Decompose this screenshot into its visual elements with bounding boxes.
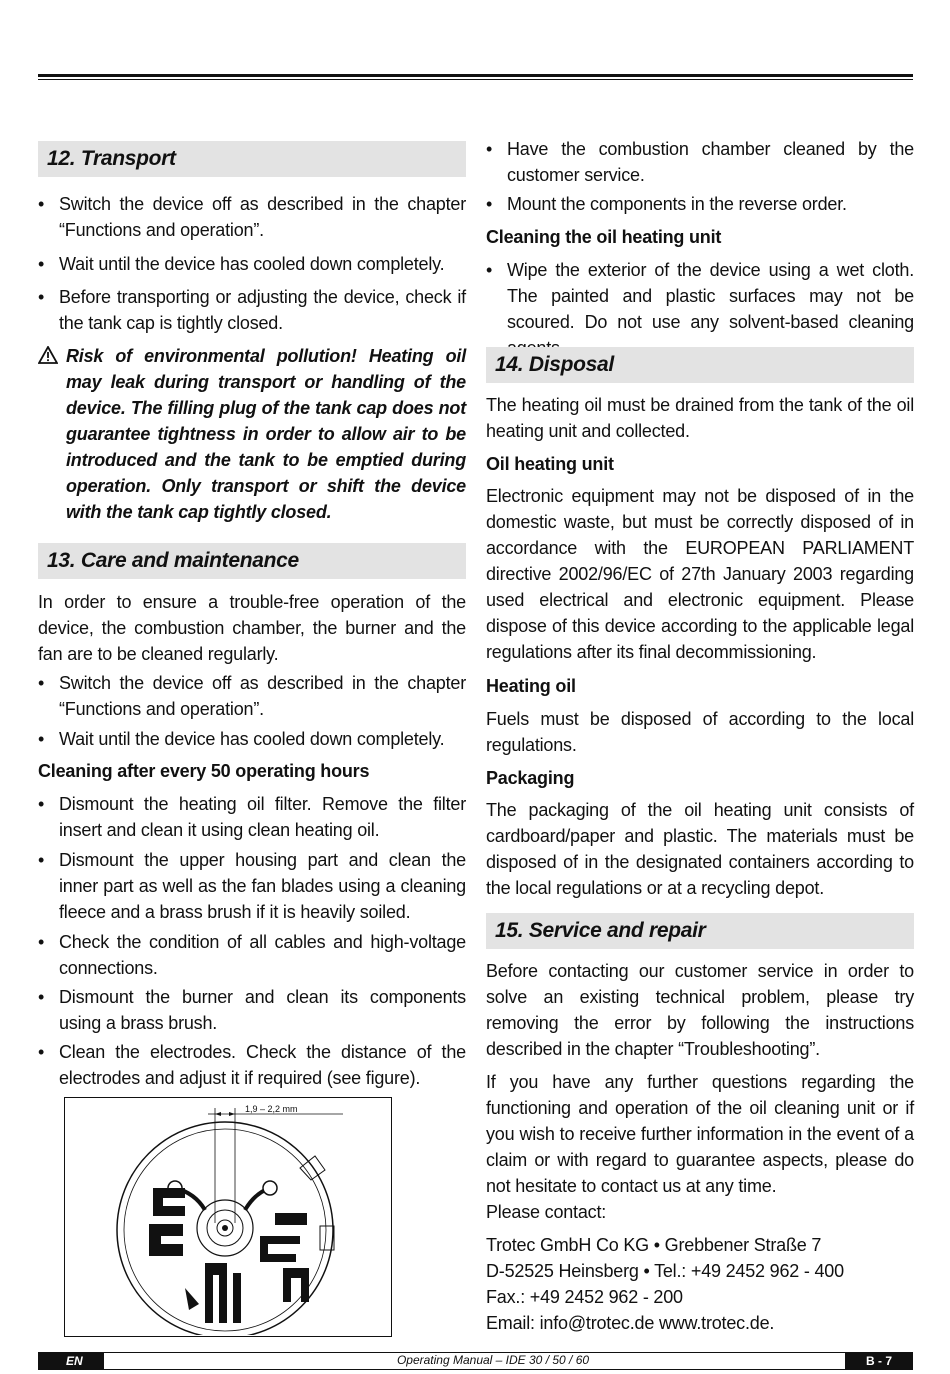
service-contact-label: Please contact: <box>486 1202 607 1222</box>
list-item-text: Mount the components in the reverse order. <box>507 194 847 214</box>
list-item <box>38 251 466 277</box>
service-text-1: Before contacting our customer service in order to solve an existing technical problem, please try removing the error by following the instructions described in the chapter “Troubleshooting”. <box>486 961 914 1059</box>
list-item <box>38 726 466 752</box>
list-item-text: Clean the electrodes. Check the distance of the electrodes and adjust it if required (see figure). <box>59 1042 466 1088</box>
list-item-text: Wipe the exterior of the device using a wet cloth. The painted and plastic surfaces may not be scoured. Do not use any solvent-based cleaning <box>507 260 914 332</box>
list-item-text: Dismount the heating oil filter. Remove the filter insert and clean it using clean heating oil. <box>59 794 466 840</box>
disposal-intro: The heating oil must be drained from the tank of the oil heating unit and collected. <box>486 395 914 441</box>
footer-title: Operating Manual – IDE 30 / 50 / 60 <box>104 1352 882 1370</box>
list-item <box>38 1039 466 1091</box>
list-item <box>486 136 914 188</box>
subheading-cleaning-unit: Cleaning the oil heating unit <box>486 227 722 247</box>
list-item <box>38 847 466 925</box>
list-item-text: Dismount the burner and clean its components using a brass brush. <box>59 987 466 1033</box>
list-item-text: Wait until the device has cooled down completely. <box>59 254 445 274</box>
list-item-text: Check the condition of all cables and high-voltage connections. <box>59 932 466 978</box>
list-item <box>38 984 466 1036</box>
address-line: Email: info@trotec.de www.trotec.de. <box>486 1313 775 1333</box>
bullet-icon: • <box>38 673 45 693</box>
list-item-text: Switch the device off as described in the chapter “Functions and operation”. <box>59 673 466 719</box>
warning-text: Risk of environmental pollution! Heating oil may leak during transport or handling of the device. The filling plug of the tank cap does not guarantee tightness in order to allow air to be introduced and the tank to be emptied during operation. Only transport or shift the device with the tank cap tightly closed. <box>66 346 466 522</box>
list-item <box>38 191 466 243</box>
electrode-figure <box>64 1097 392 1337</box>
footer-page-number: B - 7 <box>845 1352 913 1370</box>
section-heading-transport: 12. Transport <box>38 141 466 177</box>
bullet-icon: • <box>38 1042 45 1062</box>
disposal-oil-text: Fuels must be disposed of according to the local regulations. <box>486 709 914 755</box>
list-item-text: Wait until the device has cooled down completely. <box>59 729 445 749</box>
address-line: Fax.: +49 2452 962 - 200 <box>486 1287 683 1307</box>
disposal-pack-text: The packaging of the oil heating unit consists of cardboard/paper and plastic. The materials must be disposed of in the designated containers according to the local regulations or at a recycling depot. <box>486 800 914 898</box>
page-footer <box>38 1352 913 1370</box>
address-line: Trotec GmbH Co KG • Grebbener Straße 7 <box>486 1235 822 1255</box>
list-item <box>38 670 466 722</box>
address-line: D-52525 Heinsberg • Tel.: +49 2452 962 - 400 <box>486 1261 844 1281</box>
list-item-text: Before transporting or adjusting the device, check if the tank cap is tightly closed. <box>59 287 466 333</box>
section-heading-care: 13. Care and maintenance <box>38 543 466 579</box>
list-item <box>486 191 914 217</box>
bullet-icon: • <box>38 729 45 749</box>
section-heading-service: 15. Service and repair <box>486 913 914 949</box>
section-heading-disposal: 14. Disposal <box>486 347 914 383</box>
list-item <box>486 257 914 361</box>
footer-language: EN <box>38 1352 104 1370</box>
list-item <box>38 284 466 336</box>
bullet-icon: • <box>38 932 45 952</box>
subheading-heating-oil: Heating oil <box>486 676 576 696</box>
bullet-icon: • <box>38 850 45 870</box>
subheading-packaging: Packaging <box>486 768 575 788</box>
burner-electrode-drawing <box>65 1098 390 1335</box>
top-rule-thin <box>38 79 913 80</box>
list-item-text: Dismount the upper housing part and clean the inner part as well as the fan blades using a cleaning fleece and a brass brush if it is heavily soiled. <box>59 850 466 922</box>
list-item <box>38 929 466 981</box>
bullet-icon: • <box>486 194 493 214</box>
list-item <box>38 791 466 843</box>
bullet-icon: • <box>38 194 45 214</box>
bullet-icon: • <box>486 139 493 159</box>
list-item-text: Switch the device off as described in the chapter “Functions and operation”. <box>59 194 466 240</box>
bullet-icon: • <box>38 254 45 274</box>
warning-triangle-icon <box>38 345 58 371</box>
disposal-unit-text: Electronic equipment may not be disposed of in the domestic waste, but must be correctly disposed of in accordance with the EUROPEAN PARLIAMENT directive 2002/96/EC of 27th January 2003 regarding used electrical and electronic equipment. Please dispose of this device according to the applicable legal regulations after its final decommissioning. <box>486 486 914 662</box>
warning-note <box>38 343 466 525</box>
bullet-icon: • <box>486 260 493 280</box>
bullet-icon: • <box>38 794 45 814</box>
subheading-oil-heating-unit: Oil heating unit <box>486 454 614 474</box>
subheading-cleaning: Cleaning after every 50 operating hours <box>38 761 370 781</box>
top-rule-thick <box>38 74 913 77</box>
gap-dimension-label: 1,9 – 2,2 mm <box>245 1104 298 1114</box>
list-item-text: Have the combustion chamber cleaned by the customer service. <box>507 139 914 185</box>
care-intro: In order to ensure a trouble-free operation of the device, the combustion chamber, the burner and the fan are to be cleaned regularly. <box>38 592 466 664</box>
bullet-icon: • <box>38 287 45 307</box>
service-text-2: If you have any further questions regarding the functioning and operation of the oil cleaning unit or if you wish to receive further information in the event of a claim or with regard to guarantee aspects, please do not hesitate to contact us at any time. <box>486 1072 914 1196</box>
bullet-icon: • <box>38 987 45 1007</box>
